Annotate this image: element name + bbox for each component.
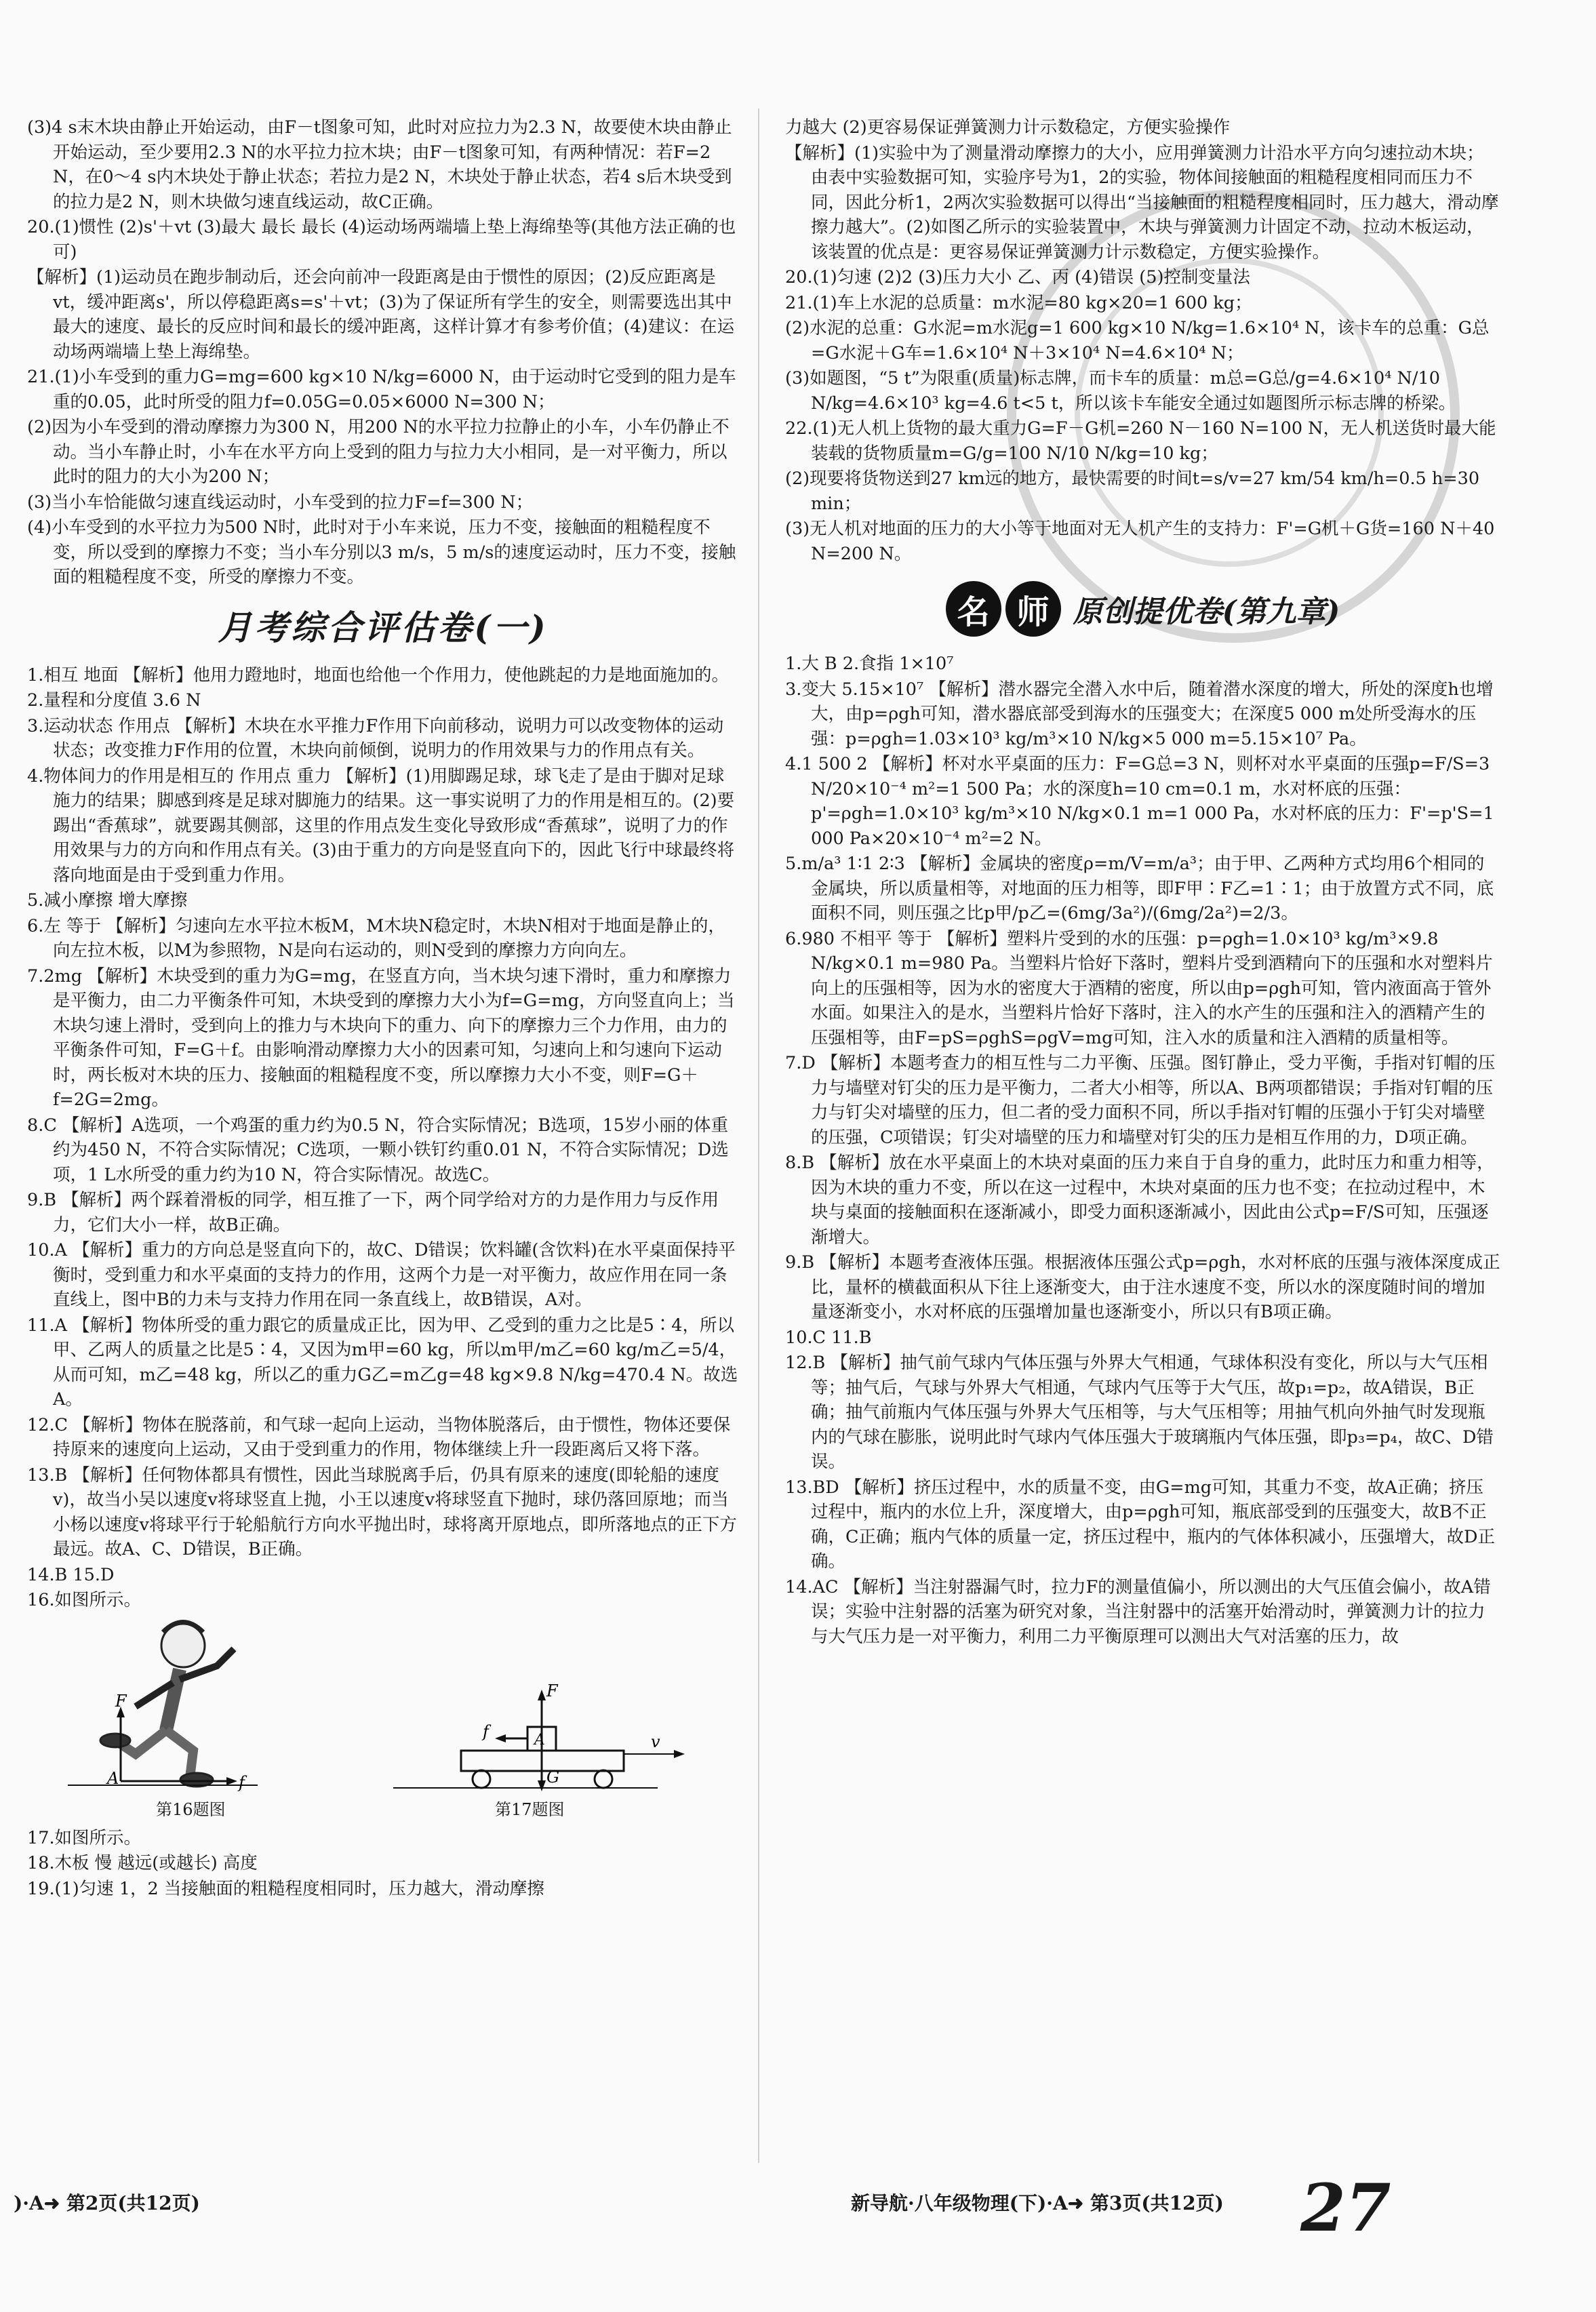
label-F: F bbox=[115, 1691, 127, 1711]
answer-item: 13.B 【解析】任何物体都具有惯性，因此当球脱离手后，仍具有原来的速度(即轮船的速度v)，故当小吴以速度v将球竖直上抛，小王以速度v将球竖直下抛时，球仍落回原地；而当小杨以速度v将球平行于轮船航行方向水平抛出时，球将离开原地点，即所落地点的正下方最远。故A、C、D错误，B正确。 bbox=[27, 1464, 737, 1559]
left-answer-items bbox=[27, 663, 739, 1613]
figure-16-runner bbox=[27, 1618, 705, 1795]
answer-item: 3.变大 5.15×10⁷ 【解析】潜水器完全潜入水中后，随着潜水深度的增大，所处的深度h也增大，由p=ρgh可知，潜水器底部受到海水的压强变大；在深度5 000 m处所受海水的压强：p=ρgh=1.03×10³ kg/m³×10 N/kg×5 000 m=5.15×10⁷ Pa。 bbox=[785, 679, 1494, 749]
caption-fig-17: 第17题图 bbox=[495, 1799, 565, 1819]
left-column bbox=[27, 115, 739, 1902]
caption-fig-16: 第16题图 bbox=[156, 1799, 226, 1819]
cart-wheel bbox=[473, 1770, 490, 1788]
label-G-17: G bbox=[546, 1767, 560, 1787]
section-title-monthly: 月考综合评估卷(一) bbox=[218, 607, 548, 647]
answer-item: 11.A 【解析】物体所受的重力跟它的质量成正比，因为甲、乙受到的重力之比是5∶4，所以甲、乙两人的质量之比是5∶4，又因为m甲=60 kg，所以m甲/m乙=60 kg/m乙=5/4，从而可知，m乙=48 kg，所以乙的重力G乙=m乙g=48 kg×9.8 N/kg=470.4 N。故选A。 bbox=[27, 1315, 738, 1410]
text-block: 【解析】(1)运动员在跑步制动后，还会向前冲一段距离是由于惯性的原因；(2)反应距离是vt，缓冲距离s'，所以停稳距离s=s'＋vt；(3)为了保证所有学生的安全，则需要选出其中最大的速度、最长的反应时间和最长的缓冲距离，这样计算才有参考价值；(4)建议：在运动场两端墙上垫上海绵垫。 bbox=[27, 267, 735, 362]
section-badge: 师 bbox=[1005, 581, 1061, 637]
answer-item: 7.2mg 【解析】木块受到的重力为G=mg，在竖直方向，当木块匀速下滑时，重力和摩擦力是平衡力，由二力平衡条件可知，木块受到的摩擦力大小为f=G=mg，方向竖直向上；当木块匀速上滑时，受到向上的推力与木块向下的重力、向下的摩擦力三个力作用，由力的平衡条件可知，F=G＋f。由影响滑动摩擦力大小的因素可知，匀速向上和匀速向下运动时，两长板对木块的压力、接触面的粗糙程度不变，所以摩擦力大小不变，则F=G＋f=2G=2mg。 bbox=[27, 965, 735, 1110]
answer-item: 4.物体间力的作用是相互的 作用点 重力 【解析】(1)用脚踢足球，球飞走了是由于脚对足球施力的结果；脚感到疼是足球对脚施力的结果。这一事实说明了力的作用是相互的。(2)要踢出“香蕉球”，就要踢其侧部，这里的作用点发生变化导致形成“香蕉球”，说明了力的作用效果与力的方向和作用点有关。(3)由于重力的方向是竖直向下的，因此飞行中球最终将落向地面是由于受到重力作用。 bbox=[27, 765, 735, 885]
answer-item: 3.运动状态 作用点 【解析】木块在水平推力F作用下向前移动，说明力可以改变物体的运动状态；改变推力F作用的位置，木块向前倾倒，说明力的作用效果与力的作用点有关。 bbox=[27, 715, 724, 761]
arrow-head-up-icon bbox=[538, 1690, 546, 1700]
arrow-head-right-icon bbox=[226, 1777, 237, 1785]
answer-item: 6.左 等于 【解析】匀速向左水平拉木板M，M木块N稳定时，木块N相对于地面是静止的，向左拉木板，以M为参照物，N是向右运动的，则N受到的摩擦力方向向左。 bbox=[27, 915, 725, 961]
answer-item: 1.大 B 2.食指 1×10⁷ bbox=[785, 654, 954, 674]
answer-item: 10.C 11.B bbox=[785, 1327, 872, 1348]
label-F-17: F bbox=[546, 1681, 558, 1700]
answer-item: 8.C 【解析】A选项，一个鸡蛋的重力约为0.5 N，符合实际情况；B选项，15岁小丽的体重约为450 N，不符合实际情况；C选项，一颗小铁钉约重0.01 N，不符合实际情况；D选项，1 L水所受的重力约为10 N，符合实际情况。故选C。 bbox=[27, 1115, 729, 1185]
footer-right: 新导航·八年级物理(下)·A➜ 第3页(共12页) bbox=[851, 2192, 1224, 2214]
answer-item: 5.减小摩擦 增大摩擦 bbox=[27, 890, 188, 911]
left-pre-blocks bbox=[27, 115, 739, 590]
arrow-head-right-icon bbox=[674, 1750, 685, 1758]
answer-item: 9.B 【解析】本题考查液体压强。根据液体压强公式p=ρgh，水对杯底的压强与液体深度成正比，量杯的横截面积从下往上逐渐变大，由于注水速度不变，所以水的深度随时间的增加量逐渐变小，水对杯底的压强增加量也逐渐变小，所以只有B项正确。 bbox=[785, 1252, 1500, 1322]
answer-item: 7.D 【解析】本题考查力的相互性与二力平衡、压强。图钉静止，受力平衡，手指对钉帽的压力与墙壁对钉尖的压力是平衡力，二者大小相等，所以A、B两项都错误；手指对钉帽的压力与钉尖对墙壁的压力，但二者的受力面积不同，所以手指对钉帽的压强小于钉尖对墙壁的压强，C项错误；钉尖对墙壁的压力和墙壁对钉尖的压力是相互作用的力，D项正确。 bbox=[785, 1053, 1496, 1148]
section-badge: 名 bbox=[946, 581, 1001, 637]
answer-item: 1.相互 地面 【解析】他用力蹬地时，地面也给他一个作用力，使他跳起的力是地面施加的。 bbox=[27, 664, 730, 685]
text-block: 【解析】(1)实验中为了测量滑动摩擦力的大小，应用弹簧测力计沿水平方向匀速拉动木块；由表中实验数据可知，实验序号为1，2的实验，物体间接触面的粗糙程度相同而压力不同，因此分析1，2两次实验数据可以得出“当接触面的粗糙程度相同时，压力越大，滑动摩擦力越大”。(2)如图乙所示的实验装置中，木块与弹簧测力计固定不动，拉动木板运动，该装置的优点是：更容易保证弹簧测力计示数稳定，方便实验操作。 bbox=[785, 142, 1499, 262]
column-divider bbox=[758, 108, 759, 2163]
label-v-17: v bbox=[651, 1732, 660, 1751]
text-block: (2)现要将货物送到27 km远的地方，最快需要的时间t=s/v=27 km/54 km/h=0.5 h=30 min； bbox=[785, 469, 1485, 514]
figure-17-cart bbox=[393, 1681, 685, 1791]
answer-item: 12.C 【解析】物体在脱落前，和气球一起向上运动，当物体脱落后，由于惯性，物体还要保持原来的速度向上运动，又由于受到重力的作用，物体继续上升一段距离后又将下落。 bbox=[27, 1414, 731, 1460]
answer-item: 14.B 15.D bbox=[27, 1564, 115, 1585]
text-block: (3)无人机对地面的压力的大小等于地面对无人机产生的支持力：F'=G机＋G货=160 N＋40 N=200 N。 bbox=[785, 519, 1500, 564]
label-A-17: A bbox=[534, 1731, 545, 1749]
answer-item: 14.AC 【解析】当注射器漏气时，拉力F的测量值偏小，所以测出的大气压值会偏小，故A错误；实验中注射器的活塞为研究对象，当注射器中的活塞开始滑动时，弹簧测力计的拉力与大气压力是一对平衡力，利用二力平衡原理可以测出大气对活塞的压力，故 bbox=[785, 1576, 1491, 1647]
text-block: 20.(1)匀速 (2)2 (3)压力大小 乙、丙 (4)错误 (5)控制变量法 bbox=[785, 267, 1250, 287]
page-number: 27 bbox=[1300, 2170, 1391, 2246]
answer-item: 18.木板 慢 越远(或越长) 高度 bbox=[27, 1853, 258, 1873]
label-A-16: A bbox=[107, 1768, 119, 1788]
text-block: 20.(1)惯性 (2)s'＋vt (3)最大 最长 最长 (4)运动场两端墙上垫上海绵垫等(其他方法正确的也可) bbox=[27, 217, 736, 262]
answer-item: 9.B 【解析】两个踩着滑板的同学，相互推了一下，两个同学给对方的力是作用力与反作用力，它们大小一样，故B正确。 bbox=[27, 1190, 719, 1235]
answer-item: 2.量程和分度值 3.6 N bbox=[27, 690, 201, 711]
answer-item: 12.B 【解析】抽气前气球内气体压强与外界大气相通，气球体积没有变化，所以与大气压相等；抽气后，气球与外界大气相通，气球内气压等于大气压，故p₁=p₂，故A错误，B正确；抽气前瓶内气体压强与外界大气压相等，与大气压相等；用抽气机向外抽气时发现瓶内的气球在膨胀，说明此时气球内气体压强大于玻璃瓶内气体压强，即p₃=p₄，故C、D错误。 bbox=[785, 1353, 1494, 1472]
text-block: 22.(1)无人机上货物的最大重力G=F－G机=260 N－160 N=100 N，无人机送货时最大能装载的货物质量m=G/g=100 N/10 N/kg=10 kg； bbox=[785, 418, 1496, 464]
text-block: (4)小车受到的水平拉力为500 N时，此时对于小车来说，压力不变，接触面的粗糙程度不变，所以受到的摩擦力不变；当小车分别以3 m/s，5 m/s的速度运动时，压力不变，接触面的粗糙程度不变，所受的摩擦力不变。 bbox=[27, 517, 736, 587]
text-block: (3)如题图，“5 t”为限重(质量)标志牌，而卡车的质量：m总=G总/g=4.6×10⁴ N/10 N/kg=4.6×10³ kg=4.6 t<5 t，所以该卡车能安全通过如题图所示标志牌的桥梁。 bbox=[785, 368, 1456, 414]
text-block: (3)当小车恰能做匀速直线运动时，小车受到的拉力F=f=300 N； bbox=[27, 492, 534, 513]
answer-item: 16.如图所示。 bbox=[27, 1590, 142, 1610]
answer-item: 8.B 【解析】放在水平桌面上的木块对桌面的压力来自于自身的重力，此时压力和重力相等，因为木块的重力不变，所以在这一过程中，木块对桌面的压力也不变；在拉动过程中，木块与桌面的接触面积在逐渐减小，即受力面积逐渐减小，因此由公式p=F/S可知，压强逐渐增大。 bbox=[785, 1153, 1494, 1248]
cart-wheel bbox=[595, 1770, 612, 1788]
answer-item: 6.980 不相平 等于 【解析】塑料片受到的水的压强：p=ρgh=1.0×10³ kg/m³×9.8 N/kg×0.1 m=980 Pa。当塑料片恰好下落时，塑料片受到酒精向下的压强和水对塑料片向上的压强相等，因为水的密度大于酒精的密度，所以由p=ρgh可知，管内液面高于管外水面。如果注入的是水，当塑料片恰好下落时，注入的水产生的压强和注入的酒精产生的压强相等，由F=pS=ρghS=ρgV=mg可知，注入水的质量和注入酒精的质量相等。 bbox=[785, 928, 1493, 1048]
text-block: (2)因为小车受到的滑动摩擦力为300 N，用200 N的水平拉力拉静止的小车，小车仍静止不动。当小车静止时，小车在水平方向上受到的阻力与拉力大小相同，是一对平衡力，所以此时的阻力的大小为200 N； bbox=[27, 417, 730, 487]
answer-item: 19.(1)匀速 1，2 当接触面的粗糙程度相同时，压力越大，滑动摩擦 bbox=[27, 1878, 544, 1899]
text-block: 21.(1)小车受到的重力G=mg=600 kg×10 N/kg=6000 N，由于运动时它受到的阻力是车重的0.05，此时所受的阻力f=0.05G=0.05×6000 N=300 N； bbox=[27, 367, 736, 412]
right-column bbox=[785, 115, 1500, 1650]
arrow-head-down-icon bbox=[538, 1780, 546, 1791]
answer-item: 17.如图所示。 bbox=[27, 1827, 142, 1848]
text-block: 力越大 (2)更容易保证弹簧测力计示数稳定，方便实验操作 bbox=[785, 117, 1231, 138]
footer-left: )·A➜ 第2页(共12页) bbox=[14, 2192, 200, 2214]
arrow-head-left-icon bbox=[495, 1734, 506, 1742]
text-block: (3)4 s末木块由静止开始运动，由F－t图象可知，此时对应拉力为2.3 N，故要使木块由静止开始运动，至少要用2.3 N的水平拉力拉木块；由F－t图象可知，有两种情况：若F=2 N，在0～4 s内木块处于静止状态；若拉力是2 N，木块处于静止状态，若4 s后木块受到的拉力是2 N，则木块做匀速直线运动，故C正确。 bbox=[27, 117, 732, 212]
section-title-text: 原创提优卷(第九章) bbox=[1073, 595, 1340, 629]
label-f-17: f bbox=[483, 1721, 489, 1741]
right-pre-blocks bbox=[785, 115, 1500, 566]
section-title-chapter9 bbox=[785, 581, 1500, 637]
answer-item: 5.m/a³ 1∶1 2∶3 【解析】金属块的密度ρ=m/V=m/a³；由于甲、乙两种方式均用6个相同的金属块，所以质量相等，对地面的压力相等，即F甲∶F乙=1∶1；由于放置方式不同，底面积不同，则压强之比p甲/p乙=(6mg/3a²)/(6mg/2a²)=2/3。 bbox=[785, 854, 1494, 923]
label-f-16: f bbox=[239, 1772, 245, 1792]
right-answer-items bbox=[785, 652, 1500, 1649]
answer-item: 4.1 500 2 【解析】杯对水平桌面的压力：F=G总=3 N，则杯对水平桌面的压强p=F/S=3 N/20×10⁻⁴ m²=1 500 Pa；水的深度h=10 cm=0.1 m，水对杯底的压强：p'=ρgh=1.0×10³ kg/m³×10 N/kg×0.1 m=1 000 Pa，水对杯底的压力：F'=p'S=1 000 Pa×20×10⁻⁴ m²=2 N。 bbox=[785, 754, 1500, 849]
text-block: (2)水泥的总重：G水泥=m水泥g=1 600 kg×10 N/kg=1.6×10⁴ N，该卡车的总重：G总=G水泥＋G车=1.6×10⁴ N＋3×10⁴ N=4.6×10⁴ N； bbox=[785, 318, 1490, 363]
figures-16-17 bbox=[27, 1618, 739, 1822]
text-block: 21.(1)车上水泥的总质量：m水泥=80 kg×20=1 600 kg； bbox=[785, 292, 1252, 313]
answer-item: 13.BD 【解析】挤压过程中，水的质量不变，由G=mg可知，其重力不变，故A正确；挤压过程中，瓶内的水位上升，深度增大，由p=ρgh可知，瓶底部受到的压强变大，故B不正确，C正确；瓶内气体的质量一定，挤压过程中，瓶内的气体体积减小，压强增大，故D正确。 bbox=[785, 1477, 1495, 1572]
left-post-items bbox=[27, 1826, 739, 1902]
answer-item: 10.A 【解析】重力的方向总是竖直向下的，故C、D错误；饮料罐(含饮料)在水平桌面保持平衡时，受到重力和水平桌面的支持力的作用，这两个力是一对平衡力，故应作用在同一条直线上，图中B的力未与支持力作用在同一条直线上，故B错误，A对。 bbox=[27, 1240, 736, 1310]
